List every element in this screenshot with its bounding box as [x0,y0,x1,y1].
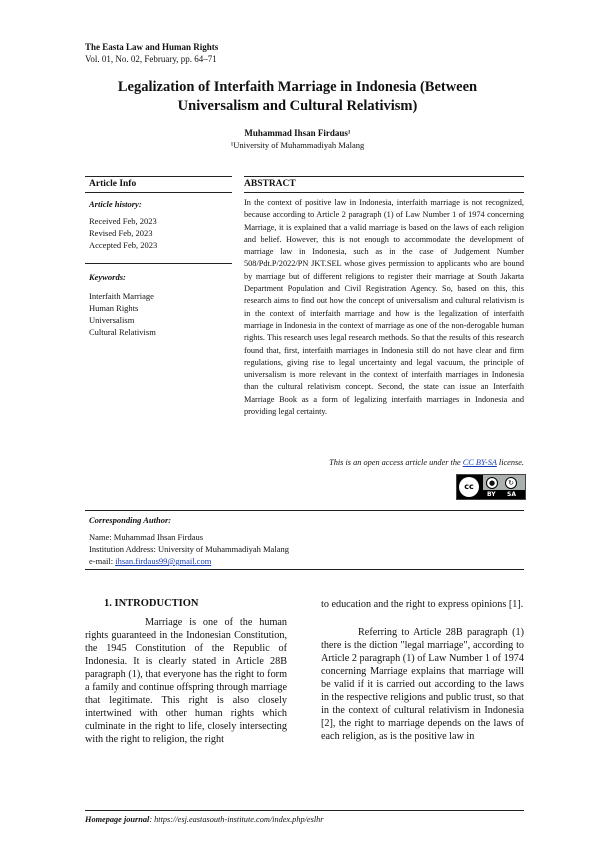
footer-homepage [85,815,324,824]
author: Muhammad Ihsan Firdaus¹ [244,128,351,138]
oa-suffix: license. [496,458,524,467]
cc-license-badge[interactable] [456,474,526,500]
email-label: e-mail: [89,556,116,566]
paper-title [85,78,510,116]
abstract-text: In the context of positive law in Indonesia, interfaith marriage is not recognized, because according to Article 2 paragraph (1) of Law Number 1 of 1974 concerning Marriage, it is explained that a valid marriage is based on the laws of each religion and belief. However, this is not enough to accommodate the development of marriage law in Indonesia, such as in the case of Judgement Number 508/Pdt.P/2022/PN JKT.SEL whose gives permission to applicants who are bound by marriage but of different religions to register their marriage at South Jakarta Department Population and Civil Registration Agency. So, based on this, this research aims to find out how the concept of universalism and cultural relativism is in the context of interfaith marriage and how is the legalization of interfaith marriage in Indonesia in the context of marriage as one of the non-derogable human rights. This research uses legal research methods. So that the results of this research found that, first, interfaith marriages in Indonesia still do not have clear and firm regulations, giving rise to legal uncertainty and legal vacuum, the principle of universalism is more relevant in the context of interfaith marriages in Indonesia than the cultural relativism concept. Second, the state can issue an Interfaith Marriage Book as a form of legalizing interfaith marriages in Indonesia and providing legal certainty. [244,198,524,417]
corresponding-name: Name: Muhammad Ihsan Firdaus [89,532,204,542]
cc-by-label: BY [487,491,496,498]
email-link[interactable]: ihsan.firdaus99@gmail.com [115,556,212,566]
cc-sa-label: SA [507,491,516,498]
keyword-item: Universalism [89,315,135,325]
keyword-item: Human Rights [89,303,139,313]
corresponding-top-rule [85,510,524,511]
title-line-1: Legalization of Interfaith Marriage in Indonesia (Between [117,79,478,95]
history-divider [85,263,232,264]
accepted-date: Accepted Feb, 2023 [89,240,158,250]
oa-prefix: This is an open access article under the [329,458,463,467]
keyword-item: Cultural Relativism [89,327,156,337]
corresponding-bottom-rule [85,569,524,570]
history-label: Article history: [89,199,142,209]
keywords-label: Keywords: [89,272,126,282]
cc-by-sa-link[interactable]: CC BY-SA [462,458,497,467]
corresponding-email-row [89,555,211,567]
intro-right-paragraph-1: to education and the right to express opinions [1]. [321,599,524,610]
received-date: Received Feb, 2023 [89,216,157,226]
introduction-heading: 1. INTRODUCTION [104,598,199,609]
journal-volume: Vol. 01, No. 02, February, pp. 64–71 [85,54,217,64]
corresponding-institution: Institution Address: University of Muhammadiyah Malang [89,544,289,554]
abstract-top-rule [244,176,524,177]
abstract-heading: ABSTRACT [244,179,296,189]
open-access-note [244,458,524,467]
title-line-2: Universalism and Cultural Relativism) [177,98,418,114]
article-info-rule [85,192,232,193]
revised-date: Revised Feb, 2023 [89,228,153,238]
intro-right-paragraph-2: Referring to Article 28B paragraph (1) there is the diction "legal marriage", according to Article 2 paragraph (1) of Law Number 1 of 1974 concerning Marriage explains that marriage will be valid if it is carried out according to the laws in the respective religions and public trust, so that in the context of cultural relativism in Indonesia [2], the right to marriage depends on the laws of each religion, as is the positive law in [321,627,524,742]
affiliation: ¹University of Muhammadiyah Malang [230,140,365,150]
footer-label: Homepage journal [85,815,150,824]
attribution-icon: ● [486,477,498,489]
share-alike-icon: ↻ [505,477,517,489]
intro-left-paragraph: Marriage is one of the human rights guaranteed in the Indonesian Constitution, the 1945 Constitution of the Republic of Indonesia. It is clearly stated in Article 28B paragraph (1), that everyone has the right to form a family and continue offspring through marriage that legitimate. This right is also closely intertwined with other human rights which culminate in the right to life, closely intersecting with the right to religion, the right [85,617,287,745]
footer-url: : https://esj.eastasouth-institute.com/index.php/eslhr [149,815,324,824]
footer-rule [85,810,524,811]
corresponding-label: Corresponding Author: [89,515,172,525]
article-info-top-rule [85,176,232,177]
keyword-item: Interfaith Marriage [89,291,154,301]
abstract-rule [244,192,524,193]
cc-icon: cc [459,477,479,497]
article-info-heading: Article Info [89,179,137,189]
journal-name: The Easta Law and Human Rights [85,42,219,52]
